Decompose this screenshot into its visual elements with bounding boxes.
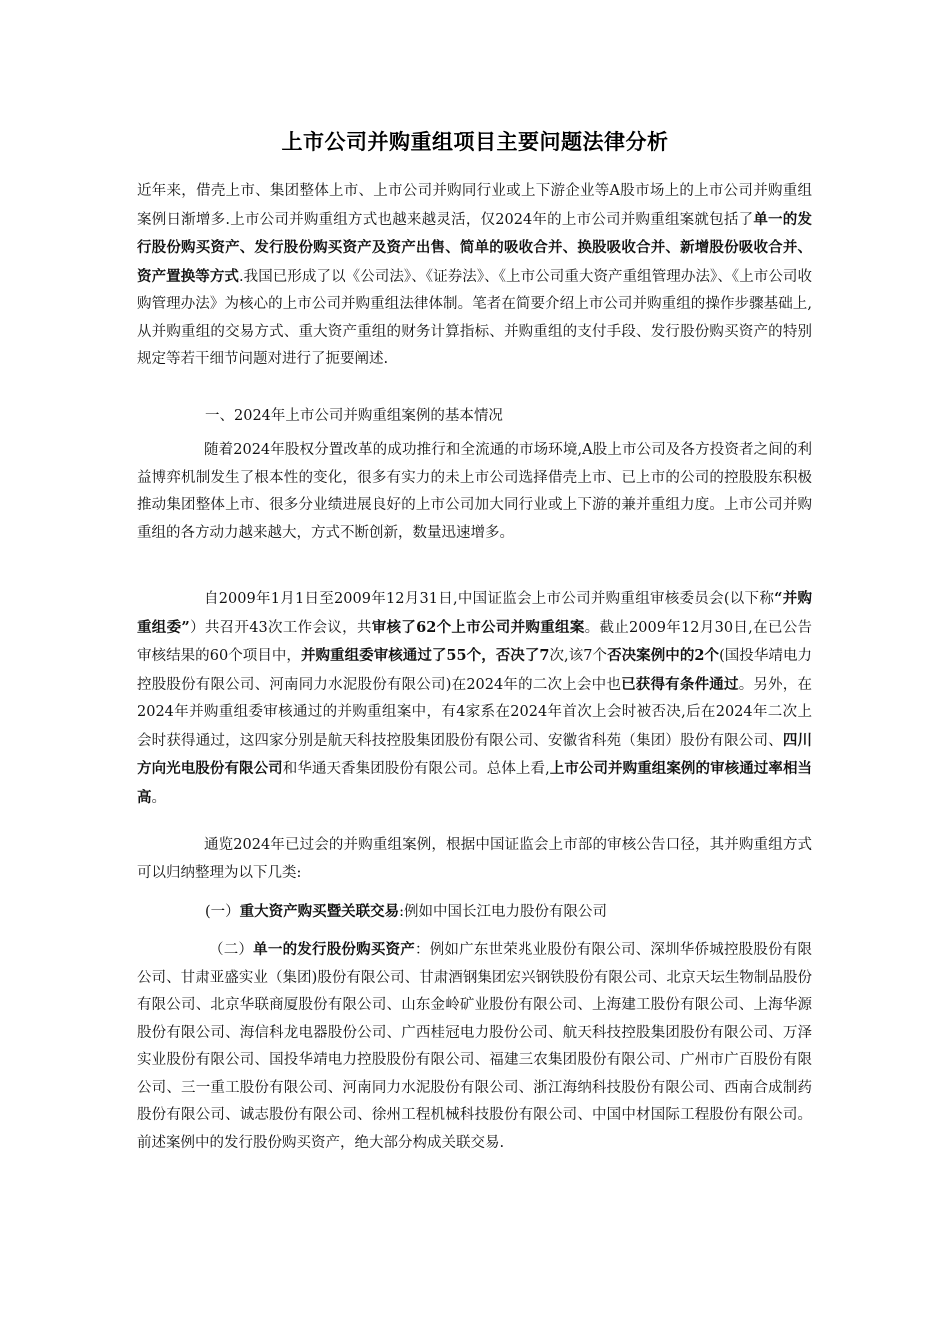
text-run: 。 bbox=[151, 789, 166, 806]
bold-text-run: 审核了62个上市公司并购重组案 bbox=[371, 618, 585, 636]
bold-text-run: 上市公司并购重组案例的审核通过率相当高 bbox=[137, 760, 813, 806]
text-run: 自2009年1月1日至2009年12月31日,中国证监会上市公司并购重组审核委员会(以下称 bbox=[204, 591, 775, 607]
section-heading: 一、2024年上市公司并购重组案例的基本情况 bbox=[205, 408, 503, 424]
body-paragraph-3 bbox=[137, 832, 812, 887]
list-item-2 bbox=[137, 936, 812, 1157]
document-title: 上市公司并购重组项目主要问题法律分析 bbox=[281, 130, 669, 154]
body-paragraph-2 bbox=[137, 585, 812, 812]
text-run: 。另外，在2024年并购重组委审核通过的并购重组案中，有4家系在2024年首次上会时被否决,后在2024年二次上会时获得通过，这四家分别是航天科技控股集团股份有限公司、安徽省科苑（集团）股份有限公司、 bbox=[137, 676, 812, 749]
bold-text-run: 四川方向光电股份有限公司 bbox=[137, 731, 813, 777]
list-item-1 bbox=[205, 898, 607, 927]
text-run: 和华通天香集团股份有限公司。总体上看, bbox=[282, 761, 550, 777]
bold-text-run: 并购重组委审核通过了55个，否决了7 bbox=[300, 647, 550, 664]
bold-text-run: 已获得有条件通过 bbox=[621, 675, 739, 693]
text-run: (一） bbox=[205, 904, 240, 920]
text-run: .我国已形成了以《公司法》、《证券法》、《上市公司重大资产重组管理办法》、《上市公司收购管理办法》为核心的上市公司并购重组法律体制。笔者在简要介绍上市公司并购重组的操作步骤基础上,从并购重组的交易方式、重大资产重组的财务计算指标、并购重组的支付手段、发行股份购买资产的特别规定等若干细节问题对进行了扼要阐述. bbox=[137, 268, 812, 367]
text-run: (国投华靖电力控股股份有限公司、河南同力水泥股份有限公司)在2024年的二次上会中也 bbox=[137, 648, 812, 693]
text-run: 随着2024年股权分置改革的成功推行和全流通的市场环境,A股上市公司及各方投资者之间的利益博弈机制发生了根本性的变化，很多有实力的未上市公司选择借壳上市、已上市的公司的控股股东积极推动集团整体上市、很多分业绩进展良好的上市公司加大同行业或上下游的兼并重组力度。上市公司并购重组的各方动力越来越大，方式不断创新，数量迅速增多。 bbox=[137, 442, 812, 541]
bold-text-run: “并购重组委” bbox=[137, 590, 813, 636]
body-paragraph-1 bbox=[137, 437, 812, 547]
bold-text-run: 单一的发行股份购买资产 bbox=[253, 941, 415, 958]
bold-text-run: 重大资产购买暨关联交易 bbox=[239, 903, 400, 920]
text-run: 。截止2009年12月30日,在已公告审核结果的60个项目中， bbox=[137, 619, 813, 664]
bold-text-run: 单一的发行股份购买资产、发行股份购买资产及资产出售、简单的吸收合并、换股吸收合并、新增股份吸收合并、资产置换等方式 bbox=[137, 210, 812, 285]
intro-paragraph bbox=[137, 178, 812, 374]
text-run: ：例如广东世荣兆业股份有限公司、深圳华侨城控股股份有限公司、甘肃亚盛实业（集团)股份有限公司、甘肃酒钢集团宏兴钢铁股份有限公司、北京天坛生物制品股份有限公司、北京华联商厦股份有限公司、山东金岭矿业股份有限公司、上海建工股份有限公司、上海华源股份有限公司、海信科龙电器股份公司、广西桂冠电力股份公司、航天科技控股集团股份有限公司、万泽实业股份有限公司、国投华靖电力控股股份有限公司、福建三农集团股份有限公司、广州市广百股份有限公司、三一重工股份有限公司、河南同力水泥股份有限公司、浙江海纳科技股份有限公司、西南合成制药股份有限公司、诚志股份有限公司、徐州工程机械科技股份有限公司、中国中材国际工程股份有限公司。前述案例中的发行股份购买资产，绝大部分构成关联交易. bbox=[137, 942, 813, 1151]
text-run: ）共召开43次工作会议，共 bbox=[189, 619, 372, 636]
text-run: 次,该7个 bbox=[549, 648, 608, 664]
bold-text-run: 否决案例中的2个 bbox=[607, 647, 720, 664]
text-run: 通览2024年已过会的并购重组案例，根据中国证监会上市部的审核公告口径，其并购重组方式可以归纳整理为以下几类: bbox=[137, 837, 812, 881]
text-run: 近年来，借壳上市、集团整体上市、上市公司并购同行业或上下游企业等A股市场上的上市公司并购重组案例日渐增多.上市公司并购重组方式也越来越灵活，仅2024年的上市公司并购重组案就包括了 bbox=[137, 183, 812, 228]
text-run: :例如中国长江电力股份有限公司 bbox=[399, 904, 608, 920]
text-run: （二） bbox=[209, 942, 254, 958]
